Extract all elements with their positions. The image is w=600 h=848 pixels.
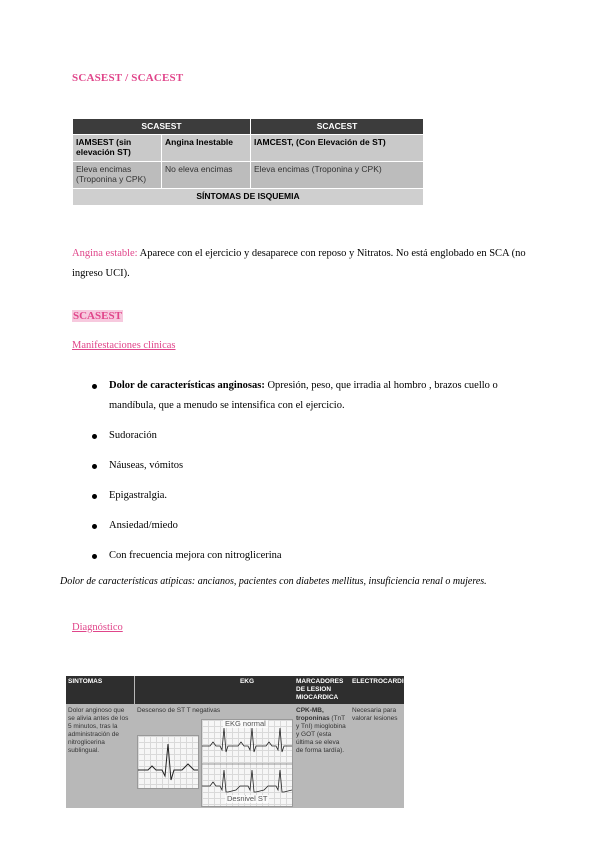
section-scasest: SCASEST — [73, 310, 122, 322]
header-scasest: SCASEST — [73, 119, 251, 135]
list-item: Sudoración — [92, 426, 532, 446]
cell-no-eleva: No eleva encimas — [162, 162, 251, 189]
angina-estable-label: Angina estable: — [72, 248, 138, 259]
angina-estable-paragraph — [72, 244, 530, 284]
header-marcadores: MARCADORES DE LESION MIOCARDICA — [294, 676, 349, 704]
atypical-note: Dolor de características atípicas: ancianos, pacientes con diabetes mellitus, insuficiencia renal o mujeres. — [60, 576, 487, 587]
list-item: Ansiedad/miedo — [92, 516, 532, 536]
sca-classification-table — [72, 118, 424, 206]
list-item: Epigastralgia. — [92, 486, 532, 506]
diagnosis-table — [66, 676, 434, 808]
list-item: Dolor de características anginosas: Opresión, peso, que irradia al hombro , brazos cuello o mandíbula, que a menudo se intensifica con el ejercicio. — [92, 376, 532, 416]
cell-electro: Necesaria para valorar lesiones — [352, 707, 398, 722]
diagnostico-heading: Diagnóstico — [72, 622, 123, 633]
cell-ekg — [135, 705, 293, 808]
ekg-desnivel-label: Desnivel ST — [227, 794, 268, 803]
cell-eleva-encimas-1: Eleva encimas (Troponina y CPK) — [73, 162, 162, 189]
cell-sintomas: Dolor anginoso que se alivia antes de los 5 minutos, tras la administración de nitroglicerina sublingual. — [68, 707, 129, 754]
cell-iamcest: IAMCEST, (Con Elevación de ST) — [251, 135, 424, 162]
cell-eleva-encimas-2: Eleva encimas (Troponina y CPK) — [251, 162, 424, 189]
ekg-trace-image — [137, 735, 199, 789]
cell-angina-inestable: Angina Inestable — [162, 135, 251, 162]
symptoms-list — [92, 376, 532, 576]
list-item: Con frecuencia mejora con nitroglicerina — [92, 546, 532, 566]
header-scacest: SCACEST — [251, 119, 424, 135]
angina-estable-text: Aparece con el ejercicio y desaparece con reposo y Nitratos. No está englobado en SCA (no ingreso UCI). — [72, 248, 526, 279]
manifestaciones-heading: Manifestaciones clínicas — [72, 340, 176, 351]
page-title: SCASEST / SCACEST — [72, 72, 184, 84]
header-sintomas: SINTOMAS — [66, 676, 134, 704]
cell-iamsest: IAMSEST (sin elevación ST) — [73, 135, 162, 162]
ekg-text: Descenso de ST T negativas — [137, 707, 221, 714]
header-ekg: EKG — [135, 676, 359, 704]
header-electro: ELECTROCARDIOGRAFÍA — [350, 676, 404, 704]
ekg-normal-label: EKG normal — [225, 719, 266, 728]
cell-sintomas-isquemia: SÍNTOMAS DE ISQUEMIA — [73, 189, 424, 206]
cell-marcadores: CPK-MB, troponinas (TnT y TnI) mioglobina y GOT (esta última se eleva de forma tardía). — [296, 707, 346, 754]
list-item: Náuseas, vómitos — [92, 456, 532, 476]
